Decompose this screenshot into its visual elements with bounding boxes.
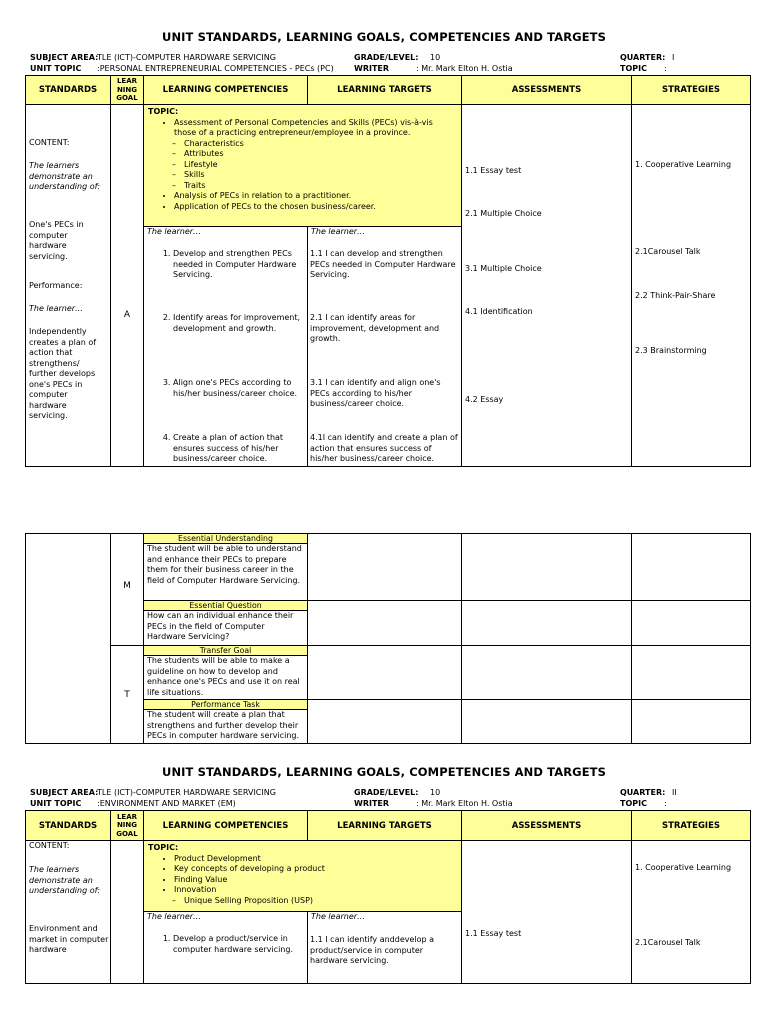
tg-text: The students will be able to make a guideline on how to develop and enhance one's PECs and use it on real life situations.: [147, 656, 300, 697]
s2-empty-cell: [461, 600, 632, 646]
topic-subitem: – Traits: [184, 181, 457, 192]
s2-empty-cell: [461, 645, 632, 700]
topic-subitem: – Skills: [184, 170, 457, 181]
s3-competencies-learner-label: The learner…: [147, 912, 202, 921]
topic-subitem: – Characteristics: [184, 139, 457, 150]
header-learning-targets: LEARNING TARGETS: [307, 75, 462, 105]
topic-item: • Application of PECs to the chosen business/career.: [174, 202, 457, 213]
grade-value: 10: [430, 53, 441, 62]
s2-empty-cell: [631, 699, 751, 744]
quarter-label-2: QUARTER:: [620, 788, 666, 797]
writer-label: WRITER: [354, 64, 390, 73]
section3-title: UNIT STANDARDS, LEARNING GOALS, COMPETENCIES AND TARGETS: [162, 765, 606, 779]
assessment-item: 4.1 Identification: [465, 307, 533, 316]
s3-targets-learner-label: The learner…: [311, 912, 366, 921]
topic-item: • Product Development: [174, 854, 457, 865]
subject-area-label-2: SUBJECT AREA:: [30, 788, 99, 797]
unit-topic-label-2: UNIT TOPIC: [30, 799, 82, 808]
learning-goal-t: T: [124, 690, 130, 700]
header-strategies: STRATEGIES: [631, 75, 751, 105]
competency-text: 2. Identify areas for improvement, development and growth.: [173, 313, 305, 334]
s2-empty-cell: [631, 533, 751, 601]
topic-item: • Assessment of Personal Competencies and Skills (PECs) vis-à-vis those of a practicing entrepreneur/employee in a province.: [174, 118, 457, 139]
unit-topic-label: UNIT TOPIC: [30, 64, 82, 73]
quarter-label: QUARTER:: [620, 53, 666, 62]
unit-topic-value-2: :ENVIRONMENT AND MARKET (EM): [97, 799, 236, 808]
standards-learners-text: The learners demonstrate an understanding of:: [29, 161, 101, 191]
learning-goal-a: A: [123, 310, 131, 320]
topic-item: • Innovation: [174, 885, 457, 896]
topic-subitem: – Lifestyle: [184, 160, 457, 171]
s2-empty-cell: [307, 645, 462, 700]
writer-value: : Mr. Mark Elton H. Ostia: [416, 64, 513, 73]
grade-label-2: GRADE/LEVEL:: [354, 788, 419, 797]
s2-empty-cell: [461, 699, 632, 744]
s2-empty-cell: [631, 600, 751, 646]
s3-goal-cell: [110, 840, 144, 984]
s3-assessment-item: 1.1 Essay test: [465, 929, 522, 938]
assessment-item: 3.1 Multiple Choice: [465, 264, 542, 273]
target-item: 4.1I can identify and create a plan of action that ensures success of his/her business/career choice.: [310, 433, 458, 463]
competency-text: 1. Develop and strengthen PECs needed in Computer Hardware Servicing.: [173, 249, 305, 281]
header-assessments: ASSESSMENTS: [461, 75, 632, 105]
topic-box-2: [143, 840, 462, 912]
s3-standards-cell: [25, 840, 111, 984]
topic-box-label-2: TOPIC:: [148, 843, 179, 852]
writer-value-2: : Mr. Mark Elton H. Ostia: [416, 799, 513, 808]
competency-item: [145, 433, 305, 465]
strategy-item: 2.1Carousel Talk: [635, 247, 701, 256]
s3-assessments-cell: [461, 840, 632, 984]
learning-goal-m: M: [123, 581, 131, 591]
competency-text: 4. Create a plan of action that ensures success of his/her business/career choice.: [173, 433, 305, 465]
writer-label-2: WRITER: [354, 799, 390, 808]
topic-value: :: [664, 64, 667, 73]
subject-area-value-2: TLE (ICT)-COMPUTER HARDWARE SERVICING: [97, 788, 276, 797]
s3-strategies-cell: [631, 840, 751, 984]
eq-text: How can an individual enhance their PECs in the field of Computer Hardware Servicing?: [147, 611, 294, 641]
s3-strategy-item: 1. Cooperative Learning: [635, 863, 732, 872]
topic-subitem: – Unique Selling Proposition (USP): [184, 896, 457, 907]
assessment-item: 4.2 Essay: [465, 395, 504, 404]
s2-empty-cell: [307, 699, 462, 744]
competency-item: [145, 378, 305, 399]
s2-empty-cell: [307, 533, 462, 601]
topic-label-2: TOPIC: [620, 799, 647, 808]
subject-area-row: [30, 52, 98, 63]
header-learning-goal-2: LEAR NING GOAL: [110, 810, 144, 841]
header-learning-competencies: LEARNING COMPETENCIES: [143, 75, 308, 105]
competencies-learner-label: The learner…: [147, 227, 202, 236]
assessments-cell: [461, 104, 632, 467]
standards-pecs-text: One's PECs in computer hardware servicing.: [29, 220, 84, 261]
topic-item: • Key concepts of developing a product: [174, 864, 457, 875]
s3-strategy-item: 2.1Carousel Talk: [635, 938, 701, 947]
s2-empty-cell: [631, 645, 751, 700]
topic-item: • Finding Value: [174, 875, 457, 886]
quarter-value-2: II: [672, 788, 677, 797]
topic-label: TOPIC: [620, 64, 647, 73]
standards-content-label: CONTENT:: [29, 138, 70, 147]
standards-learner-text: The learner…: [29, 304, 84, 313]
unit-topic-value: :PERSONAL ENTREPRENEURIAL COMPETENCIES - PECs (PC): [97, 64, 334, 73]
header-strategies-2: STRATEGIES: [631, 810, 751, 841]
strategies-cell: [631, 104, 751, 467]
header-assessments-2: ASSESSMENTS: [461, 810, 632, 841]
competency-text: 3. Align one's PECs according to his/her business/career choice.: [173, 378, 305, 399]
standards-performance-text: Independently creates a plan of action that strengthens/ further develops one's PECs in computer hardware servicing.: [29, 327, 97, 420]
s3-standards-env-text: Environment and market in computer hardware: [29, 924, 109, 954]
assessment-item: 1.1 Essay test: [465, 166, 522, 175]
s2-empty-cell: [307, 600, 462, 646]
grade-label: GRADE/LEVEL:: [354, 53, 419, 62]
eu-text: The student will be able to understand and enhance their PECs to prepare them for their business career in the field of Computer Hardware Servicing.: [147, 544, 302, 585]
pt-label: Performance Task: [143, 699, 308, 710]
header-standards-2: STANDARDS: [25, 810, 111, 841]
s3-competency-item: [145, 934, 305, 955]
s3-target-item: 1.1 I can identify anddevelop a product/service in computer hardware servicing.: [310, 935, 435, 965]
pt-text: The student will create a plan that strengthens and further develop their PECs in computer hardware servicing.: [147, 710, 300, 740]
subject-area-value: TLE (ICT)-COMPUTER HARDWARE SERVICING: [97, 53, 276, 62]
eu-label: Essential Understanding: [143, 533, 308, 544]
tg-label: Transfer Goal: [143, 645, 308, 656]
header-learning-goal: LEAR NING GOAL: [110, 75, 144, 105]
s3-standards-content-label: CONTENT:: [29, 841, 70, 850]
header-learning-targets-2: LEARNING TARGETS: [307, 810, 462, 841]
standards-performance-label: Performance:: [29, 281, 83, 290]
header-standards: STANDARDS: [25, 75, 111, 105]
targets-learner-label: The learner…: [311, 227, 366, 236]
target-item: 2.1 I can identify areas for improvement, development and growth.: [310, 313, 440, 343]
s3-standards-learners-text: The learners demonstrate an understanding of:: [29, 865, 101, 895]
competency-text: 1. Develop a product/service in computer hardware servicing.: [173, 934, 305, 955]
topic-box-label: TOPIC:: [148, 107, 179, 116]
competency-item: [145, 249, 305, 281]
section1-title: UNIT STANDARDS, LEARNING GOALS, COMPETENCIES AND TARGETS: [162, 30, 606, 44]
target-item: 3.1 I can identify and align one's PECs according to his/her business/career choice.: [310, 378, 441, 408]
grade-value-2: 10: [430, 788, 441, 797]
strategy-item: 2.3 Brainstorming: [635, 346, 707, 355]
assessment-item: 2.1 Multiple Choice: [465, 209, 542, 218]
topic-item: • Analysis of PECs in relation to a practitioner.: [174, 191, 457, 202]
goal-cell: [110, 104, 144, 467]
topic-subitem: – Attributes: [184, 149, 457, 160]
eq-label: Essential Question: [143, 600, 308, 611]
strategy-item: 2.2 Think-Pair-Share: [635, 291, 716, 300]
s2-empty-cell: [461, 533, 632, 601]
competency-item: [145, 313, 305, 334]
s2-standards-cell: [25, 533, 111, 744]
topic-value-2: :: [664, 799, 667, 808]
subject-area-label: SUBJECT AREA:: [30, 53, 99, 62]
quarter-value: I: [672, 53, 675, 62]
topic-box: [143, 104, 462, 227]
strategy-item: 1. Cooperative Learning: [635, 160, 732, 169]
header-learning-competencies-2: LEARNING COMPETENCIES: [143, 810, 308, 841]
target-item: 1.1 I can develop and strengthen PECs needed in Computer Hardware Servicing.: [310, 249, 456, 279]
